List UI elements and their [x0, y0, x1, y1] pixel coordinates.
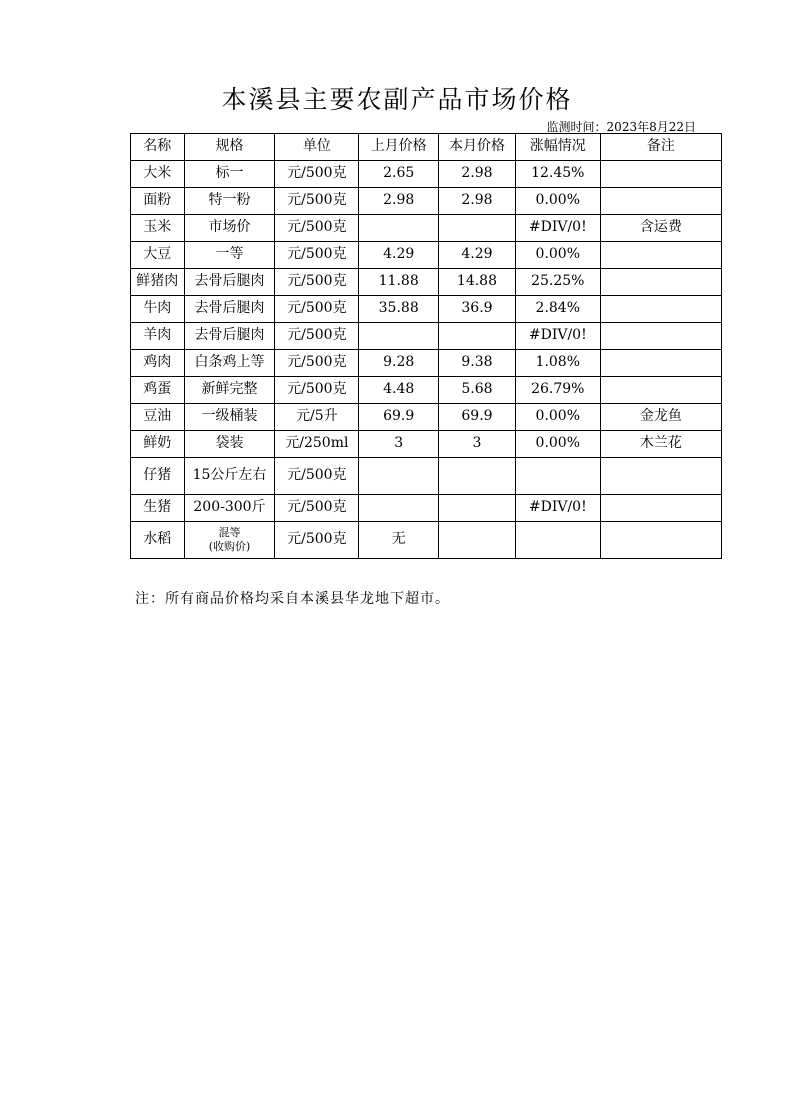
- cell-last-price: 4.48: [359, 377, 439, 404]
- cell-current-price: [439, 522, 516, 559]
- cell-note: [600, 242, 721, 269]
- cell-last-price: 69.9: [359, 404, 439, 431]
- cell-note: [600, 458, 721, 495]
- cell-unit: 元/500克: [275, 161, 359, 188]
- cell-name: 水稻: [131, 522, 185, 559]
- cell-change: [515, 522, 600, 559]
- header-last-month-price: 上月价格: [359, 134, 439, 161]
- cell-unit: 元/500克: [275, 495, 359, 522]
- footnote: 注：所有商品价格均采自本溪县华龙地下超市。: [135, 591, 450, 607]
- table-row: [131, 188, 722, 215]
- cell-unit: 元/500克: [275, 296, 359, 323]
- cell-unit: 元/500克: [275, 377, 359, 404]
- table-row: [131, 350, 722, 377]
- cell-unit: 元/500克: [275, 269, 359, 296]
- cell-note: [600, 377, 721, 404]
- cell-change: #DIV/0!: [515, 495, 600, 522]
- cell-last-price: 4.29: [359, 242, 439, 269]
- cell-change: 0.00%: [515, 431, 600, 458]
- cell-name: 面粉: [131, 188, 185, 215]
- cell-last-price: 11.88: [359, 269, 439, 296]
- cell-name: 生猪: [131, 495, 185, 522]
- cell-change: 1.08%: [515, 350, 600, 377]
- cell-spec: 15公斤左右: [184, 458, 275, 495]
- cell-unit: 元/500克: [275, 188, 359, 215]
- cell-current-price: [439, 458, 516, 495]
- cell-name: 大米: [131, 161, 185, 188]
- cell-note: 含运费: [600, 215, 721, 242]
- cell-change: 2.84%: [515, 296, 600, 323]
- cell-spec: 一级桶装: [184, 404, 275, 431]
- cell-spec: 一等: [184, 242, 275, 269]
- monitor-time: 监测时间：2023年8月22日: [546, 120, 696, 134]
- header-this-month-price: 本月价格: [439, 134, 516, 161]
- cell-unit: 元/500克: [275, 522, 359, 559]
- cell-spec: 市场价: [184, 215, 275, 242]
- cell-last-price: [359, 215, 439, 242]
- header-spec: 规格: [184, 134, 275, 161]
- cell-unit: 元/500克: [275, 350, 359, 377]
- cell-note: [600, 188, 721, 215]
- cell-unit: 元/250ml: [275, 431, 359, 458]
- cell-spec: 去骨后腿肉: [184, 323, 275, 350]
- cell-spec: 200-300斤: [184, 495, 275, 522]
- cell-change: #DIV/0!: [515, 215, 600, 242]
- cell-spec: 标一: [184, 161, 275, 188]
- table-row: [131, 269, 722, 296]
- cell-name: 鲜奶: [131, 431, 185, 458]
- table-row: [131, 431, 722, 458]
- cell-note: [600, 350, 721, 377]
- cell-current-price: [439, 495, 516, 522]
- cell-unit: 元/5升: [275, 404, 359, 431]
- table-row: [131, 242, 722, 269]
- cell-name: 仔猪: [131, 458, 185, 495]
- cell-spec: 袋装: [184, 431, 275, 458]
- cell-change: 0.00%: [515, 404, 600, 431]
- page-title: 本溪县主要农副产品市场价格: [221, 85, 573, 114]
- header-name: 名称: [131, 134, 185, 161]
- cell-last-price: 9.28: [359, 350, 439, 377]
- cell-name: 大豆: [131, 242, 185, 269]
- cell-note: [600, 296, 721, 323]
- table-row: [131, 296, 722, 323]
- cell-unit: 元/500克: [275, 323, 359, 350]
- cell-change: 26.79%: [515, 377, 600, 404]
- cell-current-price: 3: [439, 431, 516, 458]
- cell-spec-line2: (收购价): [208, 540, 251, 553]
- table-row: [131, 377, 722, 404]
- cell-spec: 白条鸡上等: [184, 350, 275, 377]
- cell-last-price: 无: [359, 522, 439, 559]
- cell-name: 玉米: [131, 215, 185, 242]
- price-table: [130, 133, 722, 559]
- cell-last-price: [359, 323, 439, 350]
- cell-current-price: 69.9: [439, 404, 516, 431]
- cell-unit: 元/500克: [275, 458, 359, 495]
- cell-name: 牛肉: [131, 296, 185, 323]
- cell-name: 鸡蛋: [131, 377, 185, 404]
- cell-spec: 去骨后腿肉: [184, 296, 275, 323]
- table-row: [131, 522, 722, 559]
- cell-spec: 特一粉: [184, 188, 275, 215]
- cell-last-price: 3: [359, 431, 439, 458]
- cell-last-price: 2.65: [359, 161, 439, 188]
- cell-last-price: [359, 458, 439, 495]
- table-row: [131, 215, 722, 242]
- cell-name: 鲜猪肉: [131, 269, 185, 296]
- header-change: 涨幅情况: [515, 134, 600, 161]
- cell-note: [600, 161, 721, 188]
- table-row: [131, 323, 722, 350]
- header-unit: 单位: [275, 134, 359, 161]
- cell-note: 金龙鱼: [600, 404, 721, 431]
- cell-current-price: 14.88: [439, 269, 516, 296]
- cell-change: #DIV/0!: [515, 323, 600, 350]
- cell-unit: 元/500克: [275, 215, 359, 242]
- cell-current-price: 4.29: [439, 242, 516, 269]
- cell-current-price: 5.68: [439, 377, 516, 404]
- cell-note: [600, 495, 721, 522]
- cell-change: [515, 458, 600, 495]
- header-note: 备注: [600, 134, 721, 161]
- cell-note: [600, 522, 721, 559]
- cell-note: [600, 323, 721, 350]
- cell-current-price: 9.38: [439, 350, 516, 377]
- cell-current-price: 2.98: [439, 161, 516, 188]
- table-row: [131, 404, 722, 431]
- cell-last-price: 35.88: [359, 296, 439, 323]
- cell-current-price: [439, 323, 516, 350]
- table-row: [131, 495, 722, 522]
- cell-change: 12.45%: [515, 161, 600, 188]
- cell-last-price: [359, 495, 439, 522]
- cell-spec: 去骨后腿肉: [184, 269, 275, 296]
- cell-spec: [184, 522, 275, 559]
- cell-name: 羊肉: [131, 323, 185, 350]
- cell-current-price: 36.9: [439, 296, 516, 323]
- cell-unit: 元/500克: [275, 242, 359, 269]
- table-row: [131, 458, 722, 495]
- cell-note: 木兰花: [600, 431, 721, 458]
- cell-current-price: [439, 215, 516, 242]
- cell-name: 鸡肉: [131, 350, 185, 377]
- cell-current-price: 2.98: [439, 188, 516, 215]
- cell-spec-line1: 混等: [218, 526, 241, 540]
- cell-change: 0.00%: [515, 188, 600, 215]
- cell-note: [600, 269, 721, 296]
- cell-last-price: 2.98: [359, 188, 439, 215]
- cell-change: 25.25%: [515, 269, 600, 296]
- table-header-row: [131, 134, 722, 161]
- cell-spec: 新鲜完整: [184, 377, 275, 404]
- cell-name: 豆油: [131, 404, 185, 431]
- cell-change: 0.00%: [515, 242, 600, 269]
- table-row: [131, 161, 722, 188]
